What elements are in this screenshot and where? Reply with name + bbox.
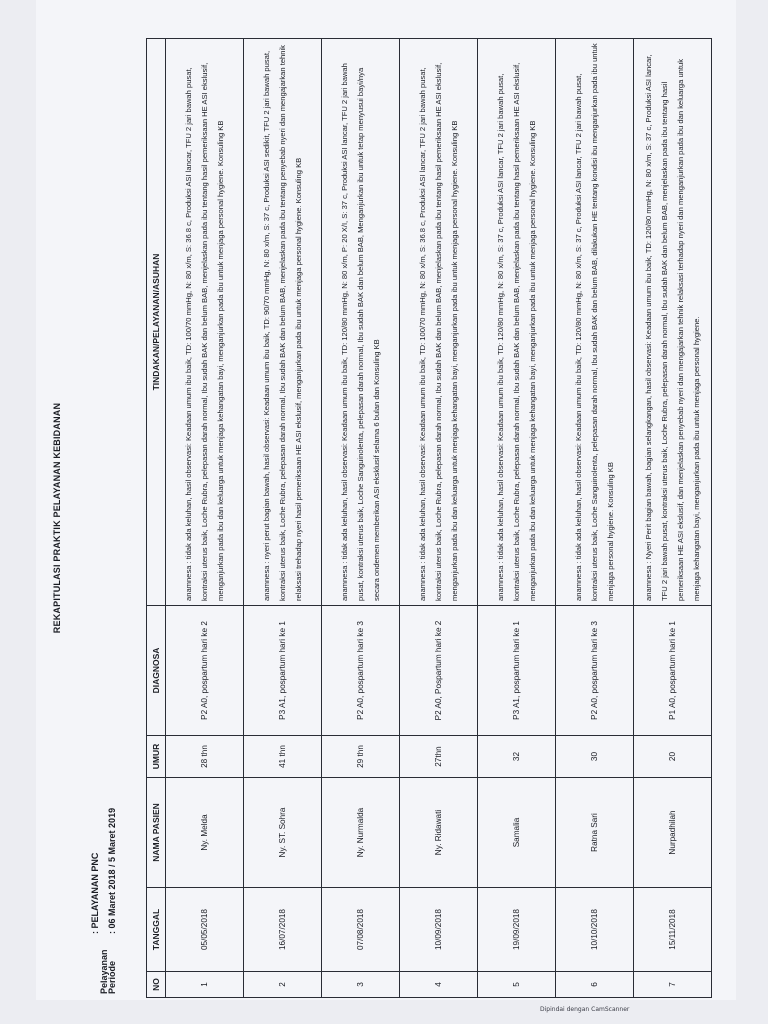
cell-diagnosa: P2 A0, pospartum hari ke 3 [556, 606, 634, 736]
cell-umur: 29 thn [322, 736, 400, 778]
meta-value: : 06 Maret 2018 / 5 Maret 2019 [107, 807, 117, 934]
table-row [244, 39, 322, 998]
cell-diagnosa: P2 A0, pospartum hari ke 2 [166, 606, 244, 736]
table-row [166, 39, 244, 998]
header-nama-pasien: NAMA PASIEN [147, 778, 166, 888]
cell-tindakan: anamnesa : nyeri perut bagian bawah, hasil observasi: Keadaan umum ibu baik, TD: 90/70 mmHg, N: 80 x/m, S: 37 c, Produksi ASI sedikit, TFU 2 jari bawah pusat, kontraksi uterus baik, Loche Rubra, pelepasan darah normal, Ibu sudah BAK dan belum BAB, menjelaskan pada ibu tentang penyebab nyeri dan mengajarkan tehnik relaksasi trehadap nyeri hasil pemeriksaan HE ASI ekslusif, menganjurkan pada ibu untuk menjaga personal hygiene. Konsuling KB [244, 39, 322, 606]
cell-nama: Ny. Ridawati [400, 778, 478, 888]
cell-tindakan: anamnesa : Nyeri Perit bagian bawah, bagian selangkangan, hasil observasi: Keadaan umum ibu baik, TD: 120/80 mmHg, N: 80 x/m, S: 37 c, Produksi ASI lancar, TFU 2 jari bawah pusat, kontraksi uterus baik, Loche Rubra, pelepasan darah normal, Ibu sudah BAK dan belum BAB, menjelaskan pada ibu tentang hasil pemeriksaan HE ASI ekslusif, dan menjelaskan penyebab nyeri dan mengajarkan tehnik relaksasi terhadap nyeri dan menganjurkan pada ibu dan keluarga untuk menjaga kehangatan bayi, menganjurkan pada ibu untuk menjaga personal hygiene. [634, 39, 712, 606]
header-tindakan: TINDAKAN/PELAYANAN/ASUHAN [147, 39, 166, 606]
meta-label: Periode [107, 960, 117, 994]
meta-label: Pelayanan [99, 949, 109, 994]
cell-no: 3 [322, 972, 400, 998]
document-meta [90, 807, 118, 994]
cell-tanggal: 16/07/2018 [244, 888, 322, 972]
pnc-recap-table [146, 38, 712, 998]
cell-diagnosa: P2 A0, pospartum hari ke 3 [322, 606, 400, 736]
cell-no: 4 [400, 972, 478, 998]
cell-umur: 20 [634, 736, 712, 778]
cell-nama: Ny. Nurmalda [322, 778, 400, 888]
cell-nama: Samalia [478, 778, 556, 888]
cell-umur: 32 [478, 736, 556, 778]
table-row [400, 39, 478, 998]
cell-tanggal: 19/09/2018 [478, 888, 556, 972]
cell-diagnosa: P1 A0, pospartum hari ke 1 [634, 606, 712, 736]
cell-tanggal: 05/05/2018 [166, 888, 244, 972]
rotated-document [46, 38, 736, 998]
cell-tindakan: anamnesa : tidak ada keluhan, hasil observasi: Keadaan umum ibu baik, TD: 100/70 mmHg, N: 80 x/m, S: 36.8 c, Produksi ASI lancar, TFU 2 jari bawah pusat, kontraksi uterus baik, Loche Rubra, pelepasan darah normal, Ibu sudah BAK dan belum BAB, menjelaskan pada ibu tentang hasil pemeriksaan HE ASI ekslusif, menganjurkan pada ibu dan keluarga untuk menjaga kehangatan bayi, menganjurkan pada ibu untuk menjaga personal hygiene. Konsuling KB [400, 39, 478, 606]
cell-diagnosa: P3 A1, pospartum hari ke 1 [478, 606, 556, 736]
cell-tanggal: 15/11/2018 [634, 888, 712, 972]
cell-tanggal: 10/10/2018 [556, 888, 634, 972]
cell-umur: 27thn [400, 736, 478, 778]
cell-nama: Ny. Melda [166, 778, 244, 888]
cell-umur: 41 thn [244, 736, 322, 778]
meta-value: : PELAYANAN PNC [90, 852, 100, 934]
cell-tanggal: 07/08/2018 [322, 888, 400, 972]
cell-no: 1 [166, 972, 244, 998]
cell-umur: 30 [556, 736, 634, 778]
cell-tindakan: anamnesa : tidak ada keluhan, hasil observasi: Keadaan umum ibu baik, TD: 120/80 mmHg, N: 80 x/m, S: 37 c, Produksi ASI lancar, TFU 2 jari bawah pusat, kontraksi uterus baik, Loche Sanguinolenta, pelepasan darah normal, Ibu sudah BAK dan belum BAB, dilakukan HE tentang kondisi ibu menganjurkan pada ibu untuk menjaga personal hygiene. Konsuling KB [556, 39, 634, 606]
cell-nama: Nurpadhilah [634, 778, 712, 888]
table-row [556, 39, 634, 998]
document-title: REKAPITULASI PRAKTIK PELAYANAN KEBIDANAN [52, 402, 62, 634]
cell-tindakan: anamnesa : tidak ada keluhan, hasil observasi: Keadaan umum ibu baik, TD: 120/80 mmHg, N: 80 x/m, S: 37 c, Produksi ASI lancar, TFU 2 jari bawah pusat, kontraksi uterus baik, Loche Rubra, pelepasan darah normal, Ibu sudah BAK dan belum BAB, menjelaskan pada ibu tentang hasil pemeriksaan HE ASI ekslusif, menganjurkan pada ibu dan keluarga untuk menjaga kehangatan bayi, menganjurkan pada ibu untuk menjaga personal hygiene. Konsuling KB [478, 39, 556, 606]
header-umur: UMUR [147, 736, 166, 778]
meta-pelayanan [90, 808, 109, 994]
table-header-row [147, 39, 166, 998]
cell-no: 7 [634, 972, 712, 998]
header-tanggal: TANGGAL [147, 888, 166, 972]
cell-tanggal: 10/09/2018 [400, 888, 478, 972]
cell-tindakan: anamnesa : tidak ada keluhan, hasil observasi: Keadaan umum ibu baik, TD: 120/80 mmHg, N: 80 x/m, P: 20 X/I, S: 37 c, Produksi ASI lancar, TFU 2 jari bawah pusat, kontraksi uterus baik, Loche Sanguinolenta, pelepasan darah normal, Ibu sudah BAK dan belum BAB, Menganjurkan ibu untuk tetap menyusui bayi/nya secara ondemen memberikan ASI eksklusif selama 6 bulan dan Konsuling KB [322, 39, 400, 606]
cell-tindakan: anamnesa : tidak ada keluhan, hasil observasi: Keadaan umum ibu baik, TD: 100/70 mmHg, N: 80 x/m, S: 36.8 c, Produksi ASI lancar, TFU 2 jari bawah pusat, kontraksi uterus baik, Loche Rubra, pelepasan darah normal, Ibu sudah BAK dan belum BAB, menjelaskan pada ibu tentang hasil pemeriksaan HE ASI ekslusif, menganjurkan pada ibu dan keluarga untuk menjaga kehangatan bayi, menganjurkan pada ibu untuk menjaga personal hygiene. Konsuling KB [166, 39, 244, 606]
cell-no: 2 [244, 972, 322, 998]
header-diagnosa: DIAGNOSA [147, 606, 166, 736]
cell-umur: 28 thn [166, 736, 244, 778]
table-row [634, 39, 712, 998]
cell-nama: Ratna Sari [556, 778, 634, 888]
cell-no: 5 [478, 972, 556, 998]
scanner-watermark: Dipindai dengan CamScanner [540, 1006, 630, 1013]
cell-nama: Ny. ST. Sohra [244, 778, 322, 888]
cell-diagnosa: P3 A1, pospartum hari ke 1 [244, 606, 322, 736]
header-no: NO [147, 972, 166, 998]
cell-no: 6 [556, 972, 634, 998]
cell-diagnosa: P2 A0, Pospartum hari ke 2 [400, 606, 478, 736]
table-row [322, 39, 400, 998]
table-row [478, 39, 556, 998]
